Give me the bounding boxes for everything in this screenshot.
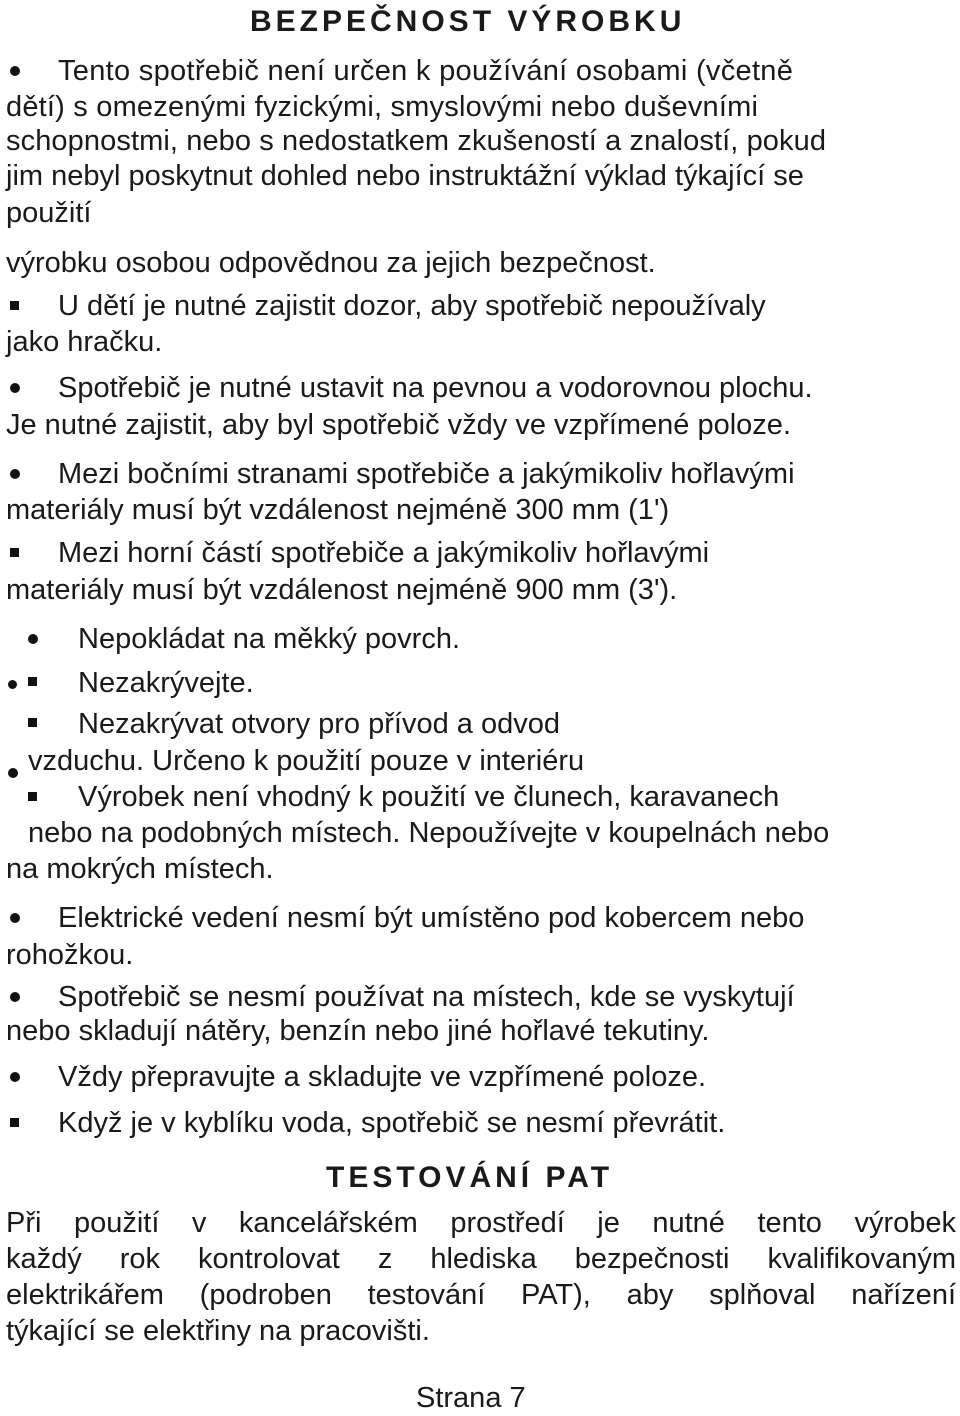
bullet-square-icon <box>10 548 19 557</box>
text-line: Elektrické vedení nesmí být umístěno pod kobercem nebo <box>58 902 805 934</box>
text-line: Nezakrývat otvory pro přívod a odvod <box>78 708 560 740</box>
text-line: Je nutné zajistit, aby byl spotřebič vždy ve vzpřímené poloze. <box>6 409 791 441</box>
text-line: nebo skladují nátěry, benzín nebo jiné hořlavé tekutiny. <box>6 1015 710 1047</box>
text-line: Při použití v kancelářském prostředí je nutné tento výrobek <box>6 1207 956 1239</box>
bullet-dot-icon <box>28 634 38 644</box>
text-line: Tento spotřebič není určen k používání osobami (včetně <box>58 55 794 87</box>
text-line: nebo na podobných místech. Nepoužívejte v koupelnách nebo <box>28 817 830 849</box>
text-line: Spotřebič se nesmí používat na místech, kde se vyskytují <box>58 981 795 1013</box>
text-line: jim nebyl poskytnut dohled nebo instruktážní výklad týkající se <box>6 160 804 192</box>
text-line: na mokrých místech. <box>6 853 274 885</box>
text-line: Mezi horní částí spotřebiče a jakýmikoliv hořlavými <box>58 537 710 569</box>
text-line: Když je v kyblíku voda, spotřebič se nesmí převrátit. <box>58 1107 726 1139</box>
text-line: Spotřebič je nutné ustavit na pevnou a vodorovnou plochu. <box>58 372 813 404</box>
text-line: schopnostmi, nebo s nedostatkem zkušeností a znalostí, pokud <box>6 125 827 157</box>
text-line: Mezi bočními stranami spotřebiče a jakýmikoliv hořlavými <box>58 458 795 490</box>
pat-heading: TESTOVÁNÍ PAT <box>326 1161 614 1194</box>
text-line: jako hračku. <box>6 326 163 358</box>
text-line: Nepokládat na měkký povrch. <box>78 623 461 655</box>
text-line: Výrobek není vhodný k použití ve člunech, karavanech <box>78 781 780 813</box>
bullet-dot-icon <box>10 992 20 1002</box>
bullet-dot-icon <box>8 680 17 689</box>
text-line: U dětí je nutné zajistit dozor, aby spotřebič nepoužívaly <box>58 290 766 322</box>
text-line: elektrikářem (podroben testování PAT), aby splňoval nařízení <box>6 1279 956 1311</box>
bullet-dot-icon <box>10 383 20 393</box>
text-line: výrobku osobou odpovědnou za jejich bezpečnost. <box>6 247 656 279</box>
bullet-dot-icon <box>10 1072 20 1082</box>
text-line: Vždy přepravujte a skladujte ve vzpřímené poloze. <box>58 1061 707 1093</box>
text-line: materiály musí být vzdálenost nejméně 300 mm (1') <box>6 494 670 526</box>
bullet-dot-icon <box>8 768 18 778</box>
text-line: vzduchu. Určeno k použití pouze v interiéru <box>28 745 585 777</box>
text-line: materiály musí být vzdálenost nejméně 900 mm (3'). <box>6 574 678 606</box>
text-line: týkající se elektřiny na pracovišti. <box>6 1315 430 1347</box>
pat-paragraph <box>6 1205 956 1349</box>
text-line: Nezakrývejte. <box>78 667 254 699</box>
bullet-dot-icon <box>10 66 20 76</box>
text-line: dětí) s omezenými fyzickými, smyslovými nebo duševními <box>6 91 759 123</box>
bullet-dot-icon <box>10 469 20 479</box>
safety-heading: BEZPEČNOST VÝROBKU <box>250 5 686 38</box>
bullet-square-icon <box>10 1118 19 1127</box>
page-number: Strana 7 <box>416 1382 526 1414</box>
bullet-square-icon <box>28 677 37 686</box>
bullet-square-icon <box>28 718 37 727</box>
bullet-square-icon <box>28 792 37 801</box>
text-line: rohožkou. <box>6 939 134 971</box>
text-line: každý rok kontrolovat z hlediska bezpečnosti kvalifikovaným <box>6 1243 956 1275</box>
text-line: použití <box>6 197 92 229</box>
bullet-square-icon <box>10 301 19 310</box>
bullet-dot-icon <box>10 913 20 923</box>
